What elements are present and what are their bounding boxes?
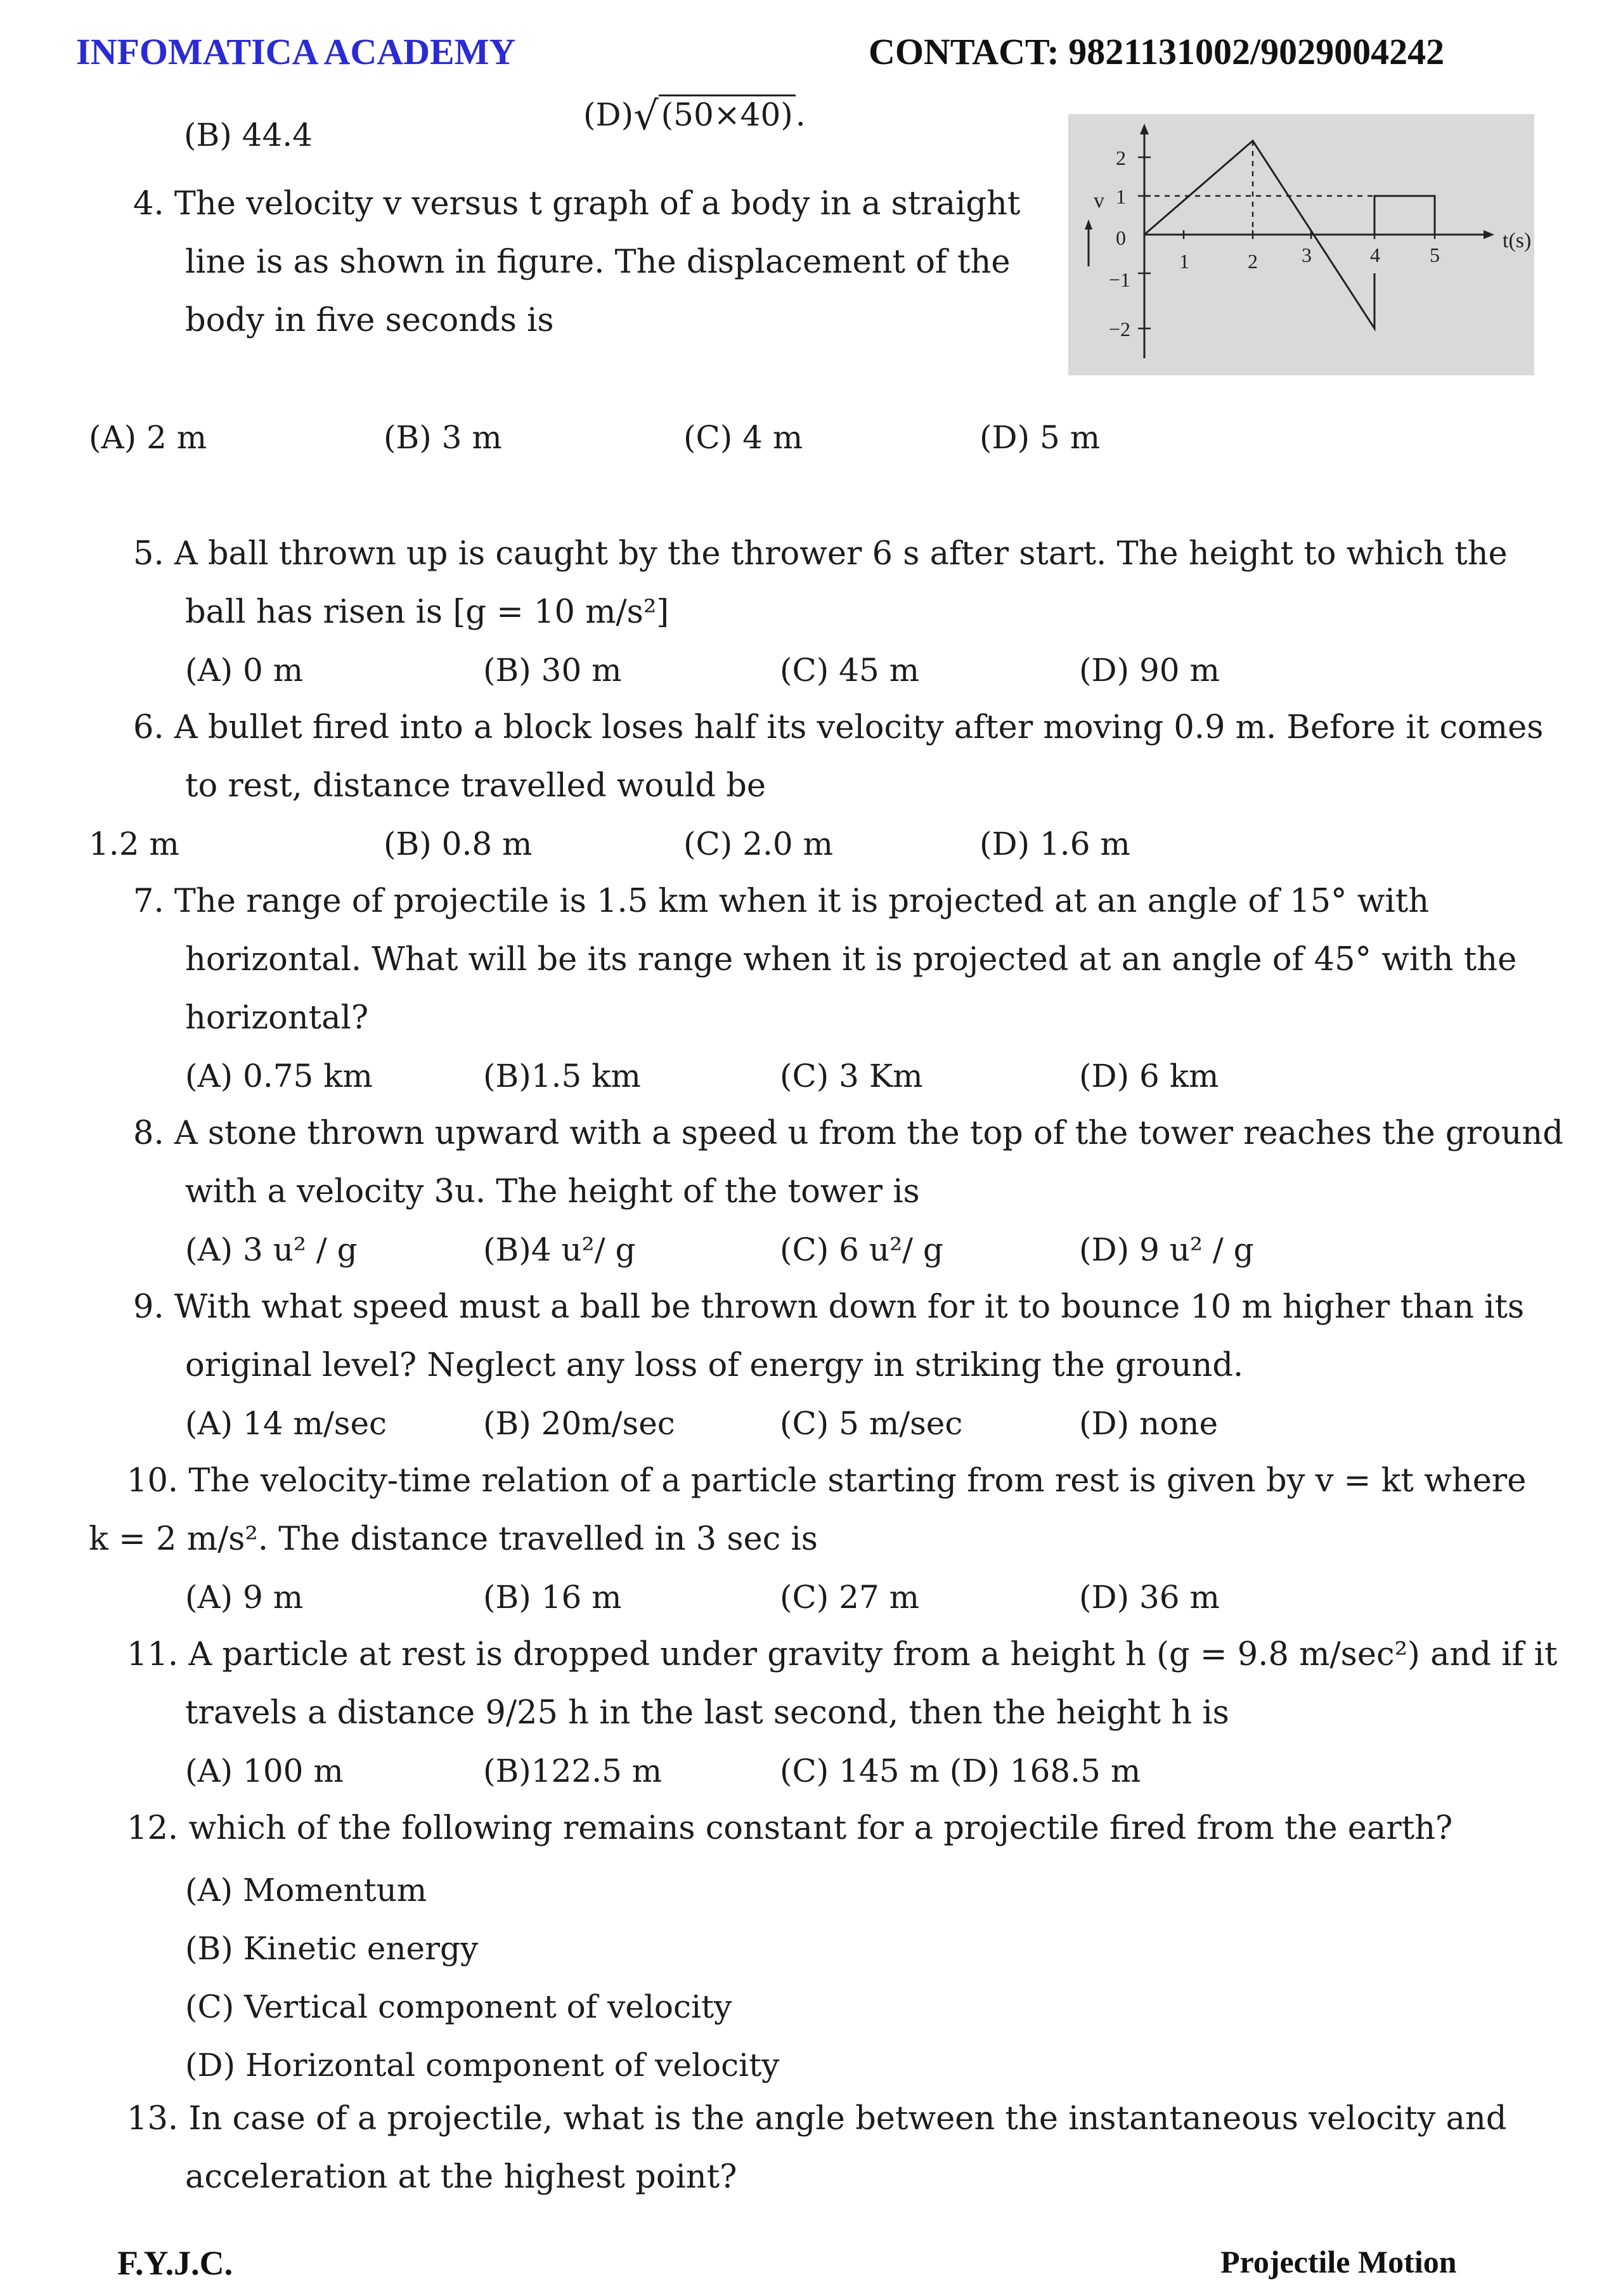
question-7-line-1: 7. The range of projectile is 1.5 km when it is projected at an angle of 15° with — [133, 883, 1430, 920]
question-10-option-a: (A) 9 m — [185, 1579, 304, 1616]
prev-option-d — [583, 89, 806, 139]
question-8-line-2: with a velocity 3u. The height of the tower is — [185, 1173, 920, 1210]
question-6-option-b: (B) 0.8 m — [384, 826, 533, 862]
question-10-option-d: (D) 36 m — [1079, 1579, 1220, 1616]
question-11-option-c-d: (C) 145 m (D) 168.5 m — [780, 1753, 1141, 1789]
question-4-line-3: body in five seconds is — [185, 302, 554, 339]
y-tick-label-0: 0 — [1116, 226, 1126, 249]
question-10-option-b: (B) 16 m — [483, 1579, 622, 1616]
question-9-option-d: (D) none — [1079, 1405, 1219, 1442]
question-9-option-c: (C) 5 m/sec — [780, 1405, 963, 1442]
question-8-line-1: 8. A stone thrown upward with a speed u from the top of the tower reaches the ground — [133, 1115, 1563, 1152]
question-12-line-1: 12. which of the following remains constant for a projectile fired from the earth? — [127, 1810, 1453, 1847]
contact-info: CONTACT: 9821131002/9029004242 — [869, 31, 1445, 72]
question-11-line-2: travels a distance 9/25 h in the last second, then the height h is — [185, 1694, 1229, 1732]
question-5-option-d: (D) 90 m — [1079, 652, 1220, 689]
question-6-option-a: 1.2 m — [89, 826, 179, 862]
question-7-option-d: (D) 6 km — [1079, 1058, 1219, 1094]
question-8-option-c: (C) 6 u²/ g — [780, 1231, 943, 1268]
question-4-line-2: line is as shown in figure. The displacement of the — [185, 243, 1011, 281]
question-8-option-d: (D) 9 u² / g — [1079, 1231, 1254, 1268]
question-8-option-b: (B)4 u²/ g — [483, 1231, 636, 1268]
prev-option-d-end: . — [795, 96, 806, 133]
question-6-option-d: (D) 1.6 m — [980, 826, 1130, 862]
question-12-option-a: (A) Momentum — [185, 1872, 427, 1909]
question-7-line-3: horizontal? — [185, 999, 369, 1037]
velocity-time-graph — [1068, 114, 1534, 375]
question-8-option-a: (A) 3 u² / g — [185, 1231, 358, 1268]
question-11-line-1: 11. A particle at rest is dropped under gravity from a height h (g = 9.8 m/sec²) and if it — [127, 1636, 1558, 1673]
question-5-line-1: 5. A ball thrown up is caught by the thrower 6 s after start. The height to which the — [133, 535, 1508, 573]
question-6-line-1: 6. A bullet fired into a block loses half its velocity after moving 0.9 m. Before it comes — [133, 709, 1544, 746]
question-11-option-b: (B)122.5 m — [483, 1753, 663, 1789]
question-12-option-b: (B) Kinetic energy — [185, 1930, 479, 1967]
sqrt-symbol: √ — [633, 93, 659, 139]
question-10-line-1: 10. The velocity-time relation of a particle starting from rest is given by v = kt where — [127, 1462, 1527, 1500]
footer-topic: Projectile Motion — [1220, 2244, 1457, 2280]
question-4-option-b: (B) 3 m — [384, 419, 502, 456]
question-13-line-1: 13. In case of a projectile, what is the angle between the instantaneous velocity and — [127, 2100, 1507, 2137]
y-tick-label-minus-1: −1 — [1109, 268, 1131, 291]
footer-class: F.Y.J.C. — [117, 2244, 233, 2282]
question-7-option-a: (A) 0.75 km — [185, 1058, 373, 1094]
prev-option-d-expr: (50×40) — [659, 94, 796, 133]
question-5-option-a: (A) 0 m — [185, 652, 304, 689]
question-11-option-a: (A) 100 m — [185, 1753, 344, 1789]
question-9-line-2: original level? Neglect any loss of energy in striking the ground. — [185, 1347, 1244, 1384]
question-5-option-c: (C) 45 m — [780, 652, 920, 689]
question-4-line-1: 4. The velocity v versus t graph of a body in a straight — [133, 185, 1021, 223]
question-6-option-c: (C) 2.0 m — [683, 826, 833, 862]
x-tick-label-2: 2 — [1248, 250, 1258, 273]
question-6-line-2: to rest, distance travelled would be — [185, 767, 766, 805]
academy-name: INFOMATICA ACADEMY — [76, 31, 516, 72]
question-4-option-a: (A) 2 m — [89, 419, 207, 456]
question-10-option-c: (C) 27 m — [780, 1579, 920, 1616]
x-tick-label-5: 5 — [1430, 243, 1440, 266]
question-5-option-b: (B) 30 m — [483, 652, 622, 689]
t-axis-label: t(s) — [1503, 229, 1532, 252]
y-tick-label-minus-2: −2 — [1109, 318, 1131, 341]
question-12-option-d: (D) Horizontal component of velocity — [185, 2047, 780, 2084]
x-tick-label-4: 4 — [1370, 243, 1380, 266]
question-7-option-b: (B)1.5 km — [483, 1058, 641, 1094]
question-4-option-d: (D) 5 m — [980, 419, 1101, 456]
v-axis-label: v — [1094, 189, 1104, 212]
question-7-option-c: (C) 3 Km — [780, 1058, 923, 1094]
y-tick-label-2: 2 — [1116, 146, 1126, 169]
x-tick-label-1: 1 — [1179, 250, 1189, 273]
question-9-option-a: (A) 14 m/sec — [185, 1405, 387, 1442]
question-12-option-c: (C) Vertical component of velocity — [185, 1988, 732, 2025]
y-tick-label-1: 1 — [1116, 185, 1126, 208]
question-7-line-2: horizontal. What will be its range when it is projected at an angle of 45° with the — [185, 941, 1517, 978]
question-5-line-2: ball has risen is [g = 10 m/s²] — [185, 593, 669, 631]
question-9-line-1: 9. With what speed must a ball be thrown down for it to bounce 10 m higher than its — [133, 1288, 1525, 1326]
question-9-option-b: (B) 20m/sec — [483, 1405, 675, 1442]
prev-option-b: (B) 44.4 — [184, 117, 313, 153]
question-10-line-2: k = 2 m/s². The distance travelled in 3 sec is — [89, 1521, 818, 1558]
x-tick-label-3: 3 — [1302, 243, 1312, 266]
question-13-line-2: acceleration at the highest point? — [185, 2158, 737, 2196]
prev-option-d-label: (D) — [583, 96, 634, 133]
question-4-option-c: (C) 4 m — [683, 419, 803, 456]
